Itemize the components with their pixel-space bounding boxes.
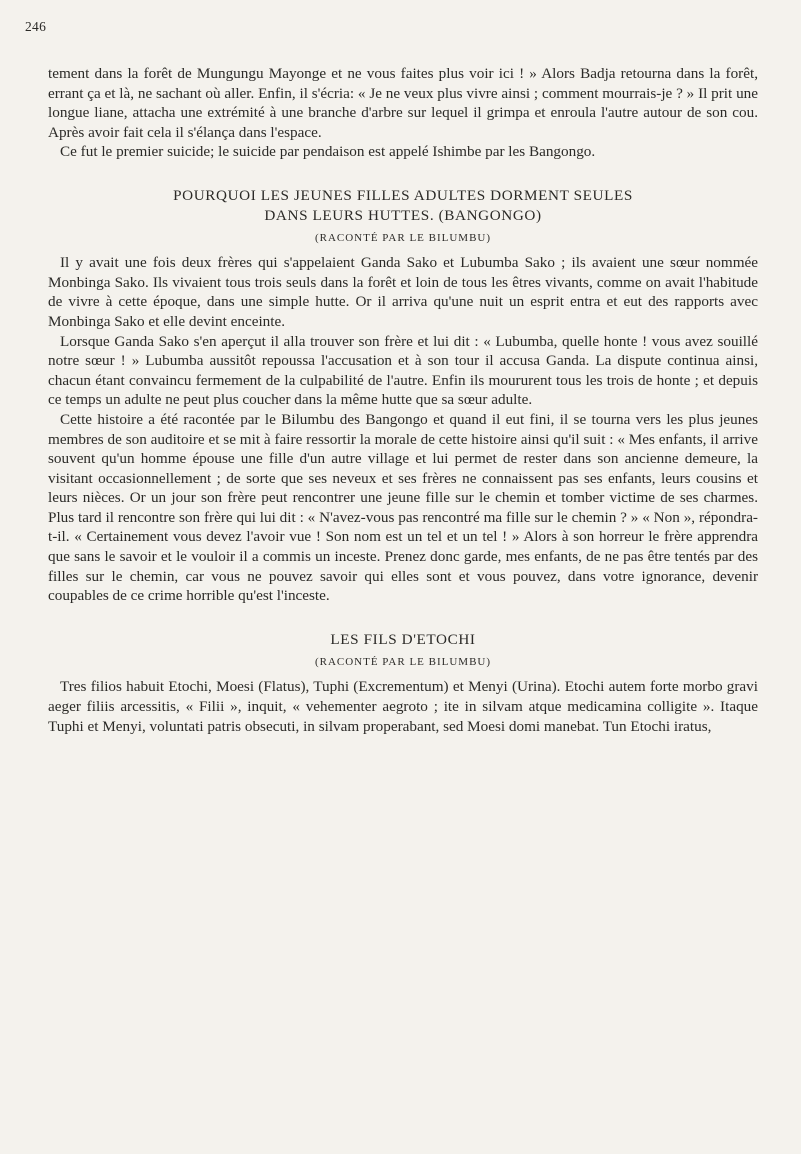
section-1-paragraph-1: Il y avait une fois deux frères qui s'appelaient Ganda Sako et Lubumba Sako ; ils avaient une sœur nommée Monbinga Sako. Ils vivaient tous trois seuls dans la forêt et loin de tous les êtres vivants, comme on avait l'habitude de vivre à cette époque, dans une simple hutte. Or il arriva qu'une nuit un esprit entra et eut des rapports avec Monbinga Sako et elle devint enceinte. bbox=[48, 254, 758, 330]
section-1-title-line-2: DANS LEURS HUTTES. (BANGONGO) bbox=[264, 206, 542, 224]
section-1-attribution: (RACONTÉ PAR LE BILUMBU) bbox=[314, 232, 492, 245]
section-1-title-line-1: POURQUOI LES JEUNES FILLES ADULTES DORMENT SEULES bbox=[173, 186, 633, 204]
intro-paragraph-2: Ce fut le premier suicide; le suicide par pendaison est appelé Ishimbe par les Bangongo. bbox=[60, 143, 596, 161]
section-1-paragraph-2: Lorsque Ganda Sako s'en aperçut il alla trouver son frère et lui dit : « Lubumba, quelle honte ! vous avez souillé notre sœur ! » Lubumba aussitôt repoussa l'accusation et à son tour il accusa Ganda. La dispute continua ainsi, chacun étant convaincu fermement de la culpabilité de l'autre. Enfin ils moururent tous les trois de honte ; et depuis ce temps un adulte ne peut plus coucher dans la même hutte que sa sœur adulte. bbox=[48, 332, 758, 409]
section-2-attribution: (RACONTÉ PAR LE BILUMBU) bbox=[314, 656, 492, 669]
intro-paragraph-1: tement dans la forêt de Mungungu Mayonge et ne vous faites plus voir ici ! » Alors Badja retourna dans la forêt, errant ça et là, ne sachant où aller. Enfin, il s'écria: « Je ne veux plus vivre ainsi ; comment mourrais-je ? » Il prit une longue liane, attacha une extrémité à une branche d'arbre sur lequel il grimpa et enroula l'autre autour de son cou. Après avoir fait cela il s'élança dans l'espace. bbox=[48, 65, 758, 141]
page-body bbox=[48, 64, 758, 736]
section-2-title: LES FILS D'ETOCHI bbox=[330, 630, 476, 648]
page-number: 246 bbox=[25, 19, 47, 34]
section-1-title bbox=[48, 186, 758, 225]
section-2-paragraph-1: Tres filios habuit Etochi, Moesi (Flatus), Tuphi (Excrementum) et Menyi (Urina). Etochi autem forte morbo gravi aeger filiis arcessitis, « Filii », inquit, « vehementer aegroto ; ite in silvam atque medicamina colligite ». Itaque Tuphi et Menyi, voluntati patris obsecuti, in silvam properabant, sed Moesi domi manebat. Tun Etochi iratus, bbox=[48, 678, 758, 735]
book-page bbox=[25, 0, 758, 1154]
section-1-paragraph-3: Cette histoire a été racontée par le Bilumbu des Bangongo et quand il eut fini, il se tourna vers les plus jeunes membres de son auditoire et se mit à faire ressortir la morale de cette histoire ainsi qu'il suit : « Mes enfants, il arrive souvent qu'un homme épouse une fille d'un autre village et lui permet de rester dans son ancienne demeure, la visitant occasionnellement ; de sorte que ses neveux et ses frères ne connaissent pas ses enfants, leurs cousins et leurs nièces. Or un jour son frère peut rencontrer une jeune fille sur le chemin et tomber victime de ses charmes. Plus tard il rencontre son frère qui lui dit : « N'avez-vous pas rencontré ma fille sur le chemin ? » « Non », répondra-t-il. « Certainement vous devez l'avoir vue ! Son nom est un tel et un tel ! » Alors à son horreur le frère apprendra que sans le savoir et le vouloir il a commis un inceste. Prenez donc garde, mes enfants, de ne pas être tentés par des filles sur le chemin, car vous ne pouvez savoir qui elles sont et vous pouvez, dans votre ignorance, devenir coupables de ce crime horrible qu'est l'inceste. bbox=[48, 410, 758, 605]
